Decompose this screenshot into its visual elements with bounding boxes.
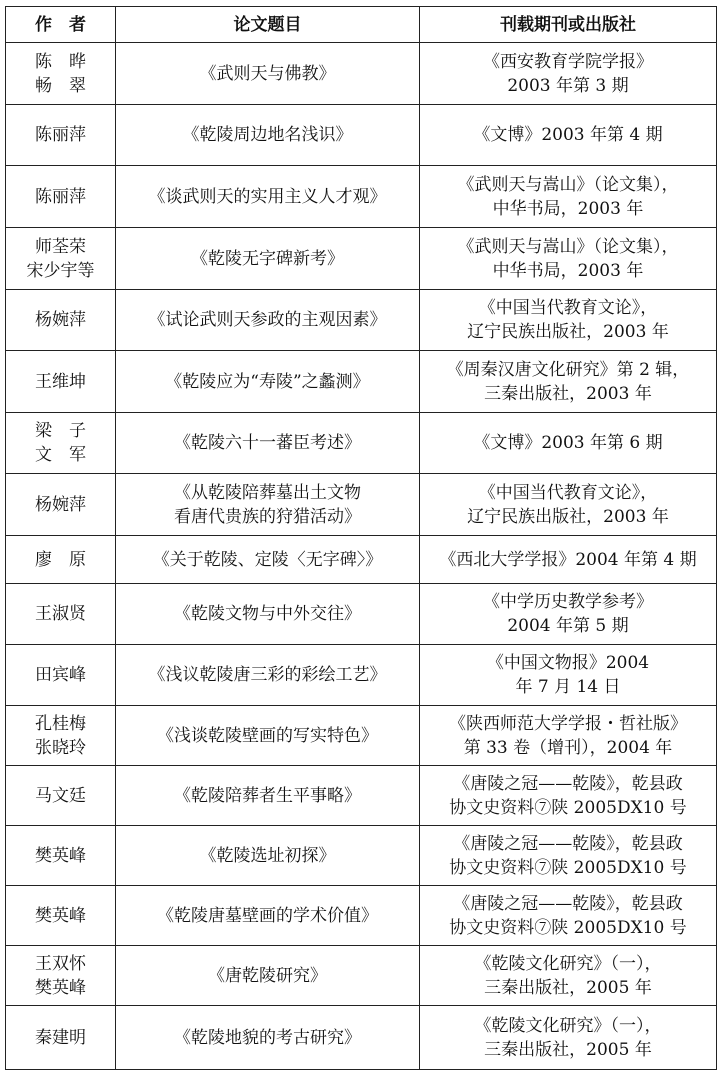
table-row xyxy=(6,228,717,290)
source-cell: 《西安教育学院学报》 2003 年第 3 期 xyxy=(420,43,717,105)
author-cell: 师荃荣 宋少宇等 xyxy=(6,228,116,290)
title-cell: 《从乾陵陪葬墓出土文物 看唐代贵族的狩猎活动》 xyxy=(116,474,420,536)
source-cell: 《唐陵之冠——乾陵》，乾县政 协文史资料⑦陕 2005DX10 号 xyxy=(420,826,717,886)
title-cell: 《乾陵周边地名浅识》 xyxy=(116,105,420,166)
header-title: 论文题目 xyxy=(116,7,420,43)
header-author: 作 者 xyxy=(6,7,116,43)
source-cell: 《文博》2003 年第 6 期 xyxy=(420,413,717,474)
title-cell: 《试论武则天参政的主观因素》 xyxy=(116,290,420,351)
source-cell: 《陕西师范大学学报・哲社版》 第 33 卷（增刊），2004 年 xyxy=(420,706,717,766)
title-cell: 《乾陵文物与中外交往》 xyxy=(116,584,420,645)
table-row xyxy=(6,645,717,706)
title-cell: 《乾陵地貌的考古研究》 xyxy=(116,1006,420,1070)
bibliography-table xyxy=(5,6,717,1070)
source-cell: 《中学历史教学参考》 2004 年第 5 期 xyxy=(420,584,717,645)
author-cell: 陈丽萍 xyxy=(6,105,116,166)
author-cell: 陈丽萍 xyxy=(6,166,116,228)
source-cell: 《西北大学学报》2004 年第 4 期 xyxy=(420,536,717,584)
table-row xyxy=(6,105,717,166)
source-cell: 《乾陵文化研究》（一）， 三秦出版社，2005 年 xyxy=(420,1006,717,1070)
author-cell: 孔桂梅 张晓玲 xyxy=(6,706,116,766)
title-cell: 《乾陵陪葬者生平事略》 xyxy=(116,766,420,826)
author-cell: 杨婉萍 xyxy=(6,474,116,536)
author-cell: 樊英峰 xyxy=(6,826,116,886)
author-cell: 廖 原 xyxy=(6,536,116,584)
table-row xyxy=(6,351,717,413)
title-cell: 《武则天与佛教》 xyxy=(116,43,420,105)
source-cell: 《唐陵之冠——乾陵》，乾县政 协文史资料⑦陕 2005DX10 号 xyxy=(420,766,717,826)
title-cell: 《乾陵无字碑新考》 xyxy=(116,228,420,290)
author-cell: 杨婉萍 xyxy=(6,290,116,351)
source-cell: 《周秦汉唐文化研究》第 2 辑， 三秦出版社，2003 年 xyxy=(420,351,717,413)
title-cell: 《关于乾陵、定陵〈无字碑〉》 xyxy=(116,536,420,584)
author-cell: 马文廷 xyxy=(6,766,116,826)
table-row xyxy=(6,886,717,946)
table-row xyxy=(6,474,717,536)
source-cell: 《武则天与嵩山》（论文集）， 中华书局，2003 年 xyxy=(420,228,717,290)
header-source: 刊载期刊或出版社 xyxy=(420,7,717,43)
author-cell: 田宾峰 xyxy=(6,645,116,706)
table-row xyxy=(6,946,717,1006)
table-row xyxy=(6,584,717,645)
author-cell: 王双怀 樊英峰 xyxy=(6,946,116,1006)
source-cell: 《唐陵之冠——乾陵》，乾县政 协文史资料⑦陕 2005DX10 号 xyxy=(420,886,717,946)
title-cell: 《乾陵选址初探》 xyxy=(116,826,420,886)
title-cell: 《浅谈乾陵壁画的写实特色》 xyxy=(116,706,420,766)
table-row xyxy=(6,43,717,105)
title-cell: 《唐乾陵研究》 xyxy=(116,946,420,1006)
header-row xyxy=(6,7,717,43)
source-cell: 《文博》2003 年第 4 期 xyxy=(420,105,717,166)
table-row xyxy=(6,290,717,351)
table-row xyxy=(6,1006,717,1070)
author-cell: 秦建明 xyxy=(6,1006,116,1070)
source-cell: 《中国文物报》2004 年 7 月 14 日 xyxy=(420,645,717,706)
table-row xyxy=(6,536,717,584)
table-row xyxy=(6,166,717,228)
author-cell: 樊英峰 xyxy=(6,886,116,946)
source-cell: 《中国当代教育文论》， 辽宁民族出版社，2003 年 xyxy=(420,290,717,351)
table-row xyxy=(6,413,717,474)
title-cell: 《乾陵六十一蕃臣考述》 xyxy=(116,413,420,474)
title-cell: 《乾陵唐墓壁画的学术价值》 xyxy=(116,886,420,946)
table-row xyxy=(6,706,717,766)
source-cell: 《中国当代教育文论》， 辽宁民族出版社，2003 年 xyxy=(420,474,717,536)
author-cell: 梁 子 文 军 xyxy=(6,413,116,474)
table-body xyxy=(6,43,717,1070)
source-cell: 《乾陵文化研究》（一）， 三秦出版社，2005 年 xyxy=(420,946,717,1006)
author-cell: 陈 晔 畅 翠 xyxy=(6,43,116,105)
table-row xyxy=(6,826,717,886)
source-cell: 《武则天与嵩山》（论文集）， 中华书局，2003 年 xyxy=(420,166,717,228)
title-cell: 《乾陵应为“寿陵”之蠡测》 xyxy=(116,351,420,413)
author-cell: 王维坤 xyxy=(6,351,116,413)
table-row xyxy=(6,766,717,826)
title-cell: 《浅议乾陵唐三彩的彩绘工艺》 xyxy=(116,645,420,706)
author-cell: 王淑贤 xyxy=(6,584,116,645)
title-cell: 《谈武则天的实用主义人才观》 xyxy=(116,166,420,228)
